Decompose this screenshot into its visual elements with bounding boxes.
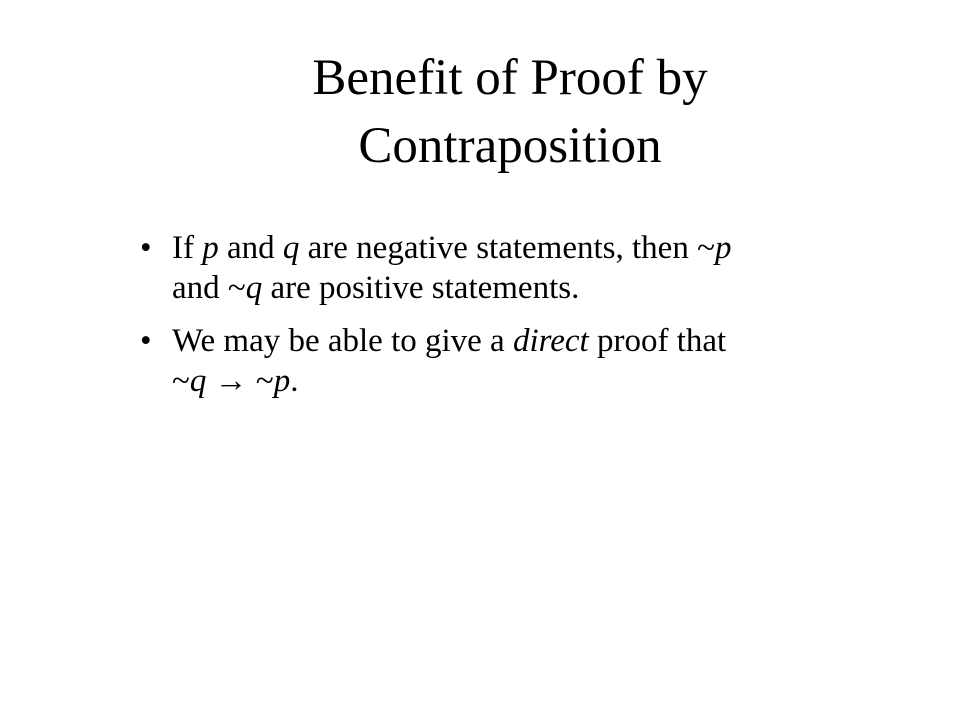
bullet-list (140, 228, 920, 414)
title-line-2: Contraposition (358, 118, 662, 174)
bullet-text-1: If p and q are negative statements, then ~p and ~q are positive statements. (172, 230, 732, 306)
bullet-marker: • (140, 323, 152, 359)
bullet-item-2 (140, 321, 920, 401)
bullet-marker: • (140, 230, 152, 266)
bullet-text-2: We may be able to give a direct proof that ~q → ~p. (172, 323, 727, 399)
title-line-1: Benefit of Proof by (312, 50, 708, 106)
slide-title (160, 44, 860, 180)
bullet-item-1 (140, 228, 920, 308)
